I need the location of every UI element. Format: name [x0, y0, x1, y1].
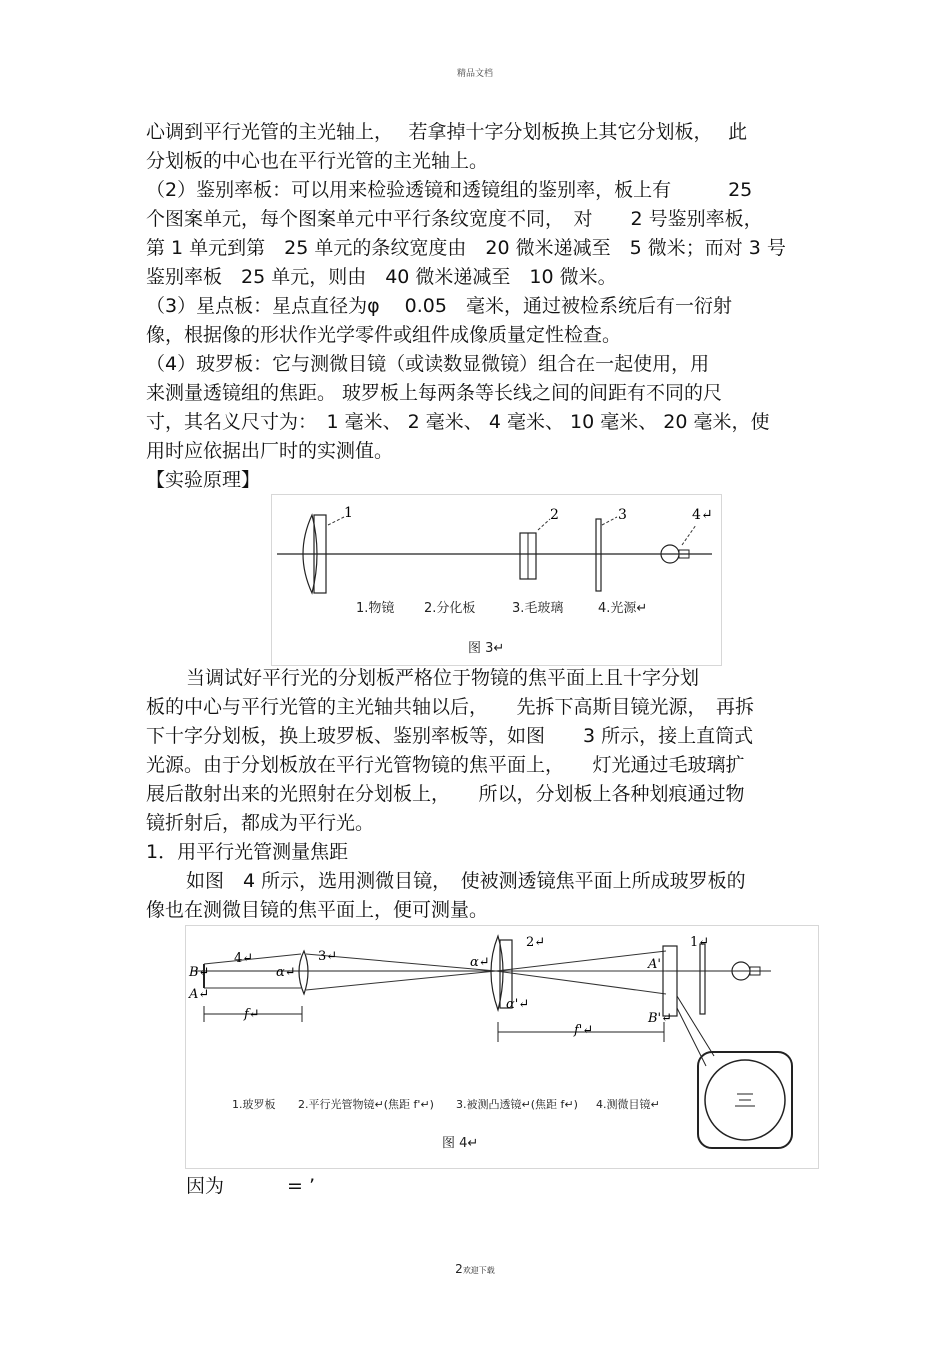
text-line: （2）鉴别率板：可以用来检验透镜和透镜组的鉴别率，板上有 25 — [146, 179, 753, 201]
frosted-glass — [700, 944, 705, 1014]
fig3-num-4: 4↵ — [692, 507, 713, 523]
fig4-alpha-prime: α'↵ — [506, 997, 530, 1012]
text-line: 第 1 单元到第 25 单元的条纹宽度由 20 微米递减至 5 微米；而对 3 号 — [146, 237, 786, 259]
page-footer — [0, 1262, 950, 1276]
fig3-num-3: 3 — [618, 507, 627, 523]
fig3-legend-2: 2.分化板 — [424, 601, 476, 616]
text-line: 板的中心与平行光管的主光轴共轴以后， 先拆下高斯目镜光源， 再拆 — [146, 696, 755, 718]
fig4-label-b-prime: B'↵ — [648, 1011, 673, 1026]
fig4-alpha-2: α↵ — [470, 955, 490, 970]
fig4-legend-3: 3.被测凸透镜↵(焦距 f↵) — [456, 1098, 578, 1111]
text-line: 光源。由于分划板放在平行光管物镜的焦平面上， 灯光通过毛玻璃扩 — [146, 754, 745, 776]
text-line: 像，根据像的形状作光学零件或组件成像质量定性检查。 — [146, 324, 622, 346]
fig4-caption: 图 4↵ — [442, 1136, 479, 1151]
fig4-f-right: f'↵ — [574, 1023, 594, 1038]
text-line: 镜折射后，都成为平行光。 — [146, 812, 375, 834]
body-text-2 — [146, 664, 816, 925]
text-line: 下十字分划板，换上玻罗板、鉴别率板等，如图 3 所示，接上直筒式 — [146, 725, 754, 747]
fig4-label-b: B↵ — [189, 965, 210, 980]
page-header: 精品文档 — [456, 69, 493, 79]
fig4-label-3: 3↵ — [318, 949, 338, 964]
formula-line: 因为 = ’ — [186, 1175, 316, 1197]
text-line: 个图案单元，每个图案单元中平行条纹宽度不同， 对 2 号鉴别率板， — [146, 208, 763, 230]
text-line: 寸，其名义尺寸为： 1 毫米、 2 毫米、 4 毫米、 10 毫米、 20 毫米，使 — [146, 411, 770, 433]
fig3-caption: 图 3↵ — [468, 641, 505, 656]
text-line: 分划板的中心也在平行光管的主光轴上。 — [146, 150, 489, 172]
figure-4-diagram — [186, 926, 818, 1168]
fig4-label-4: 4↵ — [234, 951, 254, 966]
body-text-1 — [146, 118, 816, 495]
fig4-label-2: 2↵ — [526, 935, 546, 950]
fig4-label-1: 1↵ — [690, 935, 710, 950]
text-line: （3）星点板：星点直径为φ 0.05 毫米，通过被检系统后有一衍射 — [146, 295, 732, 317]
fig3-legend-4: 4.光源↵ — [598, 601, 648, 616]
frosted-glass — [596, 519, 601, 591]
fig4-label-a: A↵ — [189, 987, 210, 1002]
porro-plate — [663, 946, 677, 1016]
text-line: 当调试好平行光的分划板严格位于物镜的焦平面上且十字分划 — [186, 667, 700, 689]
footer-text: 欢迎下载 — [462, 1266, 495, 1275]
fig4-label-a-prime: A' — [648, 957, 661, 972]
text-line: 鉴别率板 25 单元，则由 40 微米递减至 10 微米。 — [146, 266, 617, 288]
text-line: 用时应依据出厂时的实测值。 — [146, 440, 394, 462]
page-number: 2 — [455, 1262, 463, 1276]
text-line: 如图 4 所示，选用测微目镜， 使被测透镜焦平面上所成玻罗板的 — [186, 870, 746, 892]
figure-3 — [271, 494, 722, 666]
fig3-legend-1: 1.物镜 — [356, 601, 395, 616]
section-heading: 【实验原理】 — [146, 469, 261, 491]
text-line: 像也在测微目镜的焦平面上，便可测量。 — [146, 899, 489, 921]
figure-4 — [185, 925, 819, 1169]
section-heading: 1．用平行光管测量焦距 — [146, 841, 349, 863]
fig3-num-1: 1 — [344, 505, 353, 521]
fig4-alpha-1: α↵ — [276, 965, 296, 980]
fig4-f-left: f↵ — [244, 1007, 260, 1022]
fig4-legend-2: 2.平行光管物镜↵(焦距 f'↵) — [298, 1098, 434, 1111]
fig3-legend-3: 3.毛玻璃 — [512, 601, 564, 616]
collimator-objective — [491, 936, 503, 1010]
fig4-legend-4: 4.测微目镜↵ — [596, 1098, 660, 1111]
text-line: （4）玻罗板：它与测微目镜（或读数显微镜）组合在一起使用，用 — [146, 353, 710, 375]
fig4-legend-1: 1.玻罗板 — [232, 1098, 276, 1111]
fig3-num-2: 2 — [550, 507, 559, 523]
text-line: 来测量透镜组的焦距。 玻罗板上每两条等长线之间的间距有不同的尺 — [146, 382, 723, 404]
text-line: 心调到平行光管的主光轴上， 若拿掉十字分划板换上其它分划板， 此 — [146, 121, 748, 143]
text-line: 展后散射出来的光照射在分划板上， 所以，分划板上各种划痕通过物 — [146, 783, 745, 805]
